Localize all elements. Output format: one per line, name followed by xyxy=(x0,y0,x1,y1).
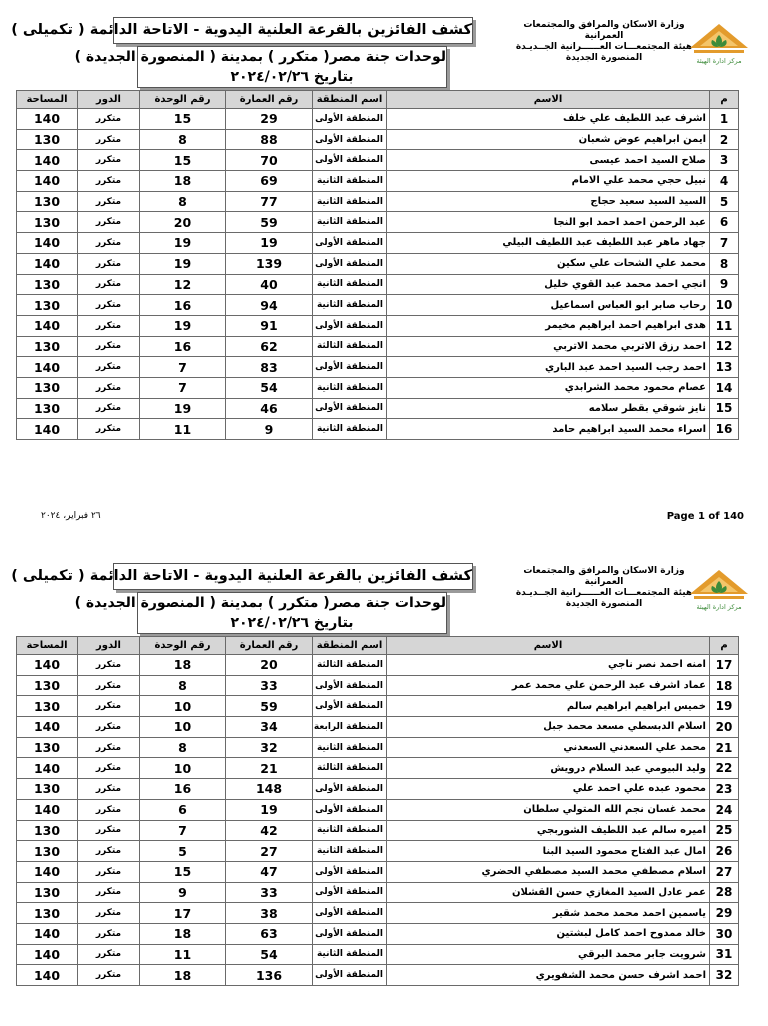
cell-zone: المنطقة الأولى xyxy=(313,923,387,944)
cell-unit: 8 xyxy=(140,191,226,212)
winners-table-page-1 xyxy=(16,90,739,440)
ministry-line-1: وزارة الاسكان والمرافق والمجتمعات العمرانية xyxy=(523,20,685,41)
cell-zone: المنطقة الرابعة xyxy=(313,717,387,738)
cell-unit: 19 xyxy=(140,315,226,336)
cell-zone: المنطقة الثانية xyxy=(313,377,387,398)
cell-floor: متكرر xyxy=(78,820,140,841)
cell-building: 70 xyxy=(226,150,313,171)
cell-area: 130 xyxy=(17,377,78,398)
cell-building: 33 xyxy=(226,675,313,696)
cell-zone: المنطقة الأولى xyxy=(313,696,387,717)
cell-name: ايمن ابراهيم عوض شعبان xyxy=(387,129,710,150)
cell-name: هدى ابراهيم احمد ابراهيم مخيمر xyxy=(387,315,710,336)
report-subtitle xyxy=(74,46,447,88)
cell-floor: متكرر xyxy=(78,150,140,171)
col-header-num: م xyxy=(710,91,739,109)
cell-name: وليد البيومي عبد السلام درويش xyxy=(387,758,710,779)
cell-unit: 16 xyxy=(140,336,226,357)
cell-floor: متكرر xyxy=(78,357,140,378)
col-header-zone: اسم المنطقة xyxy=(313,91,387,109)
cell-area: 140 xyxy=(17,923,78,944)
cell-zone: المنطقة الأولى xyxy=(313,861,387,882)
cell-floor: متكرر xyxy=(78,717,140,738)
cell-floor: متكرر xyxy=(78,191,140,212)
cell-area: 140 xyxy=(17,357,78,378)
cell-area: 130 xyxy=(17,212,78,233)
col-header-name: الاسم xyxy=(387,91,710,109)
ministry-line-1: وزارة الاسكان والمرافق والمجتمعات العمرانية xyxy=(523,566,685,587)
cell-zone: المنطقة الأولى xyxy=(313,903,387,924)
table-row xyxy=(17,923,739,944)
cell-floor: متكرر xyxy=(78,655,140,676)
cell-num: 12 xyxy=(710,336,739,357)
table-row xyxy=(17,295,739,316)
cell-zone: المنطقة الثانية xyxy=(313,274,387,295)
table-row xyxy=(17,965,739,986)
cell-num: 23 xyxy=(710,779,739,800)
cell-num: 17 xyxy=(710,655,739,676)
cell-unit: 15 xyxy=(140,109,226,130)
cell-unit: 16 xyxy=(140,779,226,800)
cell-zone: المنطقة الثانية xyxy=(313,191,387,212)
cell-unit: 11 xyxy=(140,944,226,965)
cell-num: 19 xyxy=(710,696,739,717)
report-subtitle xyxy=(74,592,447,634)
ministry-line-3: المنصورة الجديدة xyxy=(565,599,643,609)
cell-num: 1 xyxy=(710,109,739,130)
cell-area: 130 xyxy=(17,129,78,150)
cell-num: 27 xyxy=(710,861,739,882)
cell-building: 47 xyxy=(226,861,313,882)
cell-area: 140 xyxy=(17,233,78,254)
cell-name: اسراء محمد السيد ابراهيم حامد xyxy=(387,419,710,440)
cell-name: اشرف عبد اللطيف علي خلف xyxy=(387,109,710,130)
col-header-floor: الدور xyxy=(78,637,140,655)
cell-unit: 5 xyxy=(140,841,226,862)
table-row xyxy=(17,150,739,171)
cell-zone: المنطقة الثانية xyxy=(313,419,387,440)
cell-num: 14 xyxy=(710,377,739,398)
cell-area: 140 xyxy=(17,419,78,440)
cell-num: 21 xyxy=(710,737,739,758)
cell-building: 21 xyxy=(226,758,313,779)
cell-zone: المنطقة الثالثة xyxy=(313,758,387,779)
table-row xyxy=(17,799,739,820)
document-page-1 xyxy=(0,0,768,480)
cell-building: 34 xyxy=(226,717,313,738)
cell-building: 94 xyxy=(226,295,313,316)
cell-area: 140 xyxy=(17,315,78,336)
cell-num: 10 xyxy=(710,295,739,316)
cell-building: 32 xyxy=(226,737,313,758)
cell-name: عصام محمود محمد الشرابدي xyxy=(387,377,710,398)
cell-area: 130 xyxy=(17,882,78,903)
col-header-building: رقم العمارة xyxy=(226,91,313,109)
cell-name: شرويت جابر محمد البرقي xyxy=(387,944,710,965)
cell-floor: متكرر xyxy=(78,398,140,419)
cell-num: 8 xyxy=(710,253,739,274)
cell-name: جهاد ماهر عبد اللطيف عبد اللطيف البيلي xyxy=(387,233,710,254)
cell-num: 31 xyxy=(710,944,739,965)
cell-num: 4 xyxy=(710,171,739,192)
cell-name: السيد السيد سعيد حجاج xyxy=(387,191,710,212)
table-row xyxy=(17,944,739,965)
cell-building: 63 xyxy=(226,923,313,944)
cell-zone: المنطقة الثانية xyxy=(313,820,387,841)
cell-building: 19 xyxy=(226,799,313,820)
cell-zone: المنطقة الثانية xyxy=(313,944,387,965)
cell-building: 59 xyxy=(226,696,313,717)
cell-num: 11 xyxy=(710,315,739,336)
cell-floor: متكرر xyxy=(78,841,140,862)
cell-building: 29 xyxy=(226,109,313,130)
cell-name: خميس ابراهيم ابراهيم سالم xyxy=(387,696,710,717)
cell-building: 42 xyxy=(226,820,313,841)
cell-area: 130 xyxy=(17,696,78,717)
cell-floor: متكرر xyxy=(78,109,140,130)
cell-zone: المنطقة الأولى xyxy=(313,129,387,150)
col-header-name: الاسم xyxy=(387,637,710,655)
table-row xyxy=(17,336,739,357)
cell-unit: 12 xyxy=(140,274,226,295)
cell-name: محمد علي السعدني السعدني xyxy=(387,737,710,758)
cell-area: 140 xyxy=(17,861,78,882)
ministry-line-2: هيئة المجتمعـــات العــــــرانية الجــديـدة xyxy=(515,42,693,52)
table-row xyxy=(17,903,739,924)
cell-name: احمد رجب السيد احمد عبد الباري xyxy=(387,357,710,378)
cell-building: 136 xyxy=(226,965,313,986)
cell-building: 33 xyxy=(226,882,313,903)
logo-caption: مركز ادارة الهيئة xyxy=(696,57,742,65)
cell-zone: المنطقة الثانية xyxy=(313,295,387,316)
cell-name: عبد الرحمن احمد احمد ابو النجا xyxy=(387,212,710,233)
print-date: ٢٦ فبراير، ٢٠٢٤ xyxy=(41,511,101,521)
cell-building: 9 xyxy=(226,419,313,440)
cell-floor: متكرر xyxy=(78,923,140,944)
cell-zone: المنطقة الأولى xyxy=(313,109,387,130)
col-header-floor: الدور xyxy=(78,91,140,109)
cell-num: 5 xyxy=(710,191,739,212)
cell-area: 140 xyxy=(17,171,78,192)
cell-zone: المنطقة الأولى xyxy=(313,357,387,378)
cell-building: 148 xyxy=(226,779,313,800)
cell-name: محمد علي الشحات علي سكين xyxy=(387,253,710,274)
cell-num: 20 xyxy=(710,717,739,738)
table-row xyxy=(17,861,739,882)
cell-area: 140 xyxy=(17,799,78,820)
cell-num: 26 xyxy=(710,841,739,862)
cell-zone: المنطقة الأولى xyxy=(313,779,387,800)
cell-area: 140 xyxy=(17,253,78,274)
cell-zone: المنطقة الثانية xyxy=(313,212,387,233)
cell-area: 130 xyxy=(17,903,78,924)
cell-area: 130 xyxy=(17,675,78,696)
col-header-unit: رقم الوحدة xyxy=(140,91,226,109)
col-header-zone: اسم المنطقة xyxy=(313,637,387,655)
cell-unit: 18 xyxy=(140,965,226,986)
table-row xyxy=(17,779,739,800)
cell-unit: 10 xyxy=(140,758,226,779)
cell-floor: متكرر xyxy=(78,377,140,398)
cell-floor: متكرر xyxy=(78,419,140,440)
table-row xyxy=(17,675,739,696)
cell-building: 19 xyxy=(226,233,313,254)
cell-unit: 7 xyxy=(140,357,226,378)
cell-zone: المنطقة الثانية xyxy=(313,171,387,192)
cell-num: 18 xyxy=(710,675,739,696)
cell-floor: متكرر xyxy=(78,861,140,882)
cell-floor: متكرر xyxy=(78,737,140,758)
cell-unit: 19 xyxy=(140,253,226,274)
cell-area: 130 xyxy=(17,274,78,295)
col-header-num: م xyxy=(710,637,739,655)
cell-num: 15 xyxy=(710,398,739,419)
cell-building: 83 xyxy=(226,357,313,378)
cell-unit: 20 xyxy=(140,212,226,233)
cell-floor: متكرر xyxy=(78,779,140,800)
cell-name: امال عبد الفتاح محمود السيد البنا xyxy=(387,841,710,862)
cell-zone: المنطقة الأولى xyxy=(313,233,387,254)
page-number: Page 1 of 140 xyxy=(666,511,744,522)
cell-zone: المنطقة الأولى xyxy=(313,965,387,986)
cell-unit: 8 xyxy=(140,129,226,150)
col-header-unit: رقم الوحدة xyxy=(140,637,226,655)
authority-logo-icon xyxy=(688,568,750,616)
cell-unit: 6 xyxy=(140,799,226,820)
cell-building: 77 xyxy=(226,191,313,212)
authority-logo-icon xyxy=(688,22,750,70)
cell-name: نايز شوقي بقطر سلامه xyxy=(387,398,710,419)
cell-name: خالد ممدوح احمد كامل لبشتين xyxy=(387,923,710,944)
ministry-block xyxy=(512,566,696,610)
table-row xyxy=(17,717,739,738)
cell-num: 6 xyxy=(710,212,739,233)
cell-floor: متكرر xyxy=(78,336,140,357)
cell-unit: 8 xyxy=(140,737,226,758)
cell-floor: متكرر xyxy=(78,253,140,274)
ministry-line-3: المنصورة الجديدة xyxy=(565,53,643,63)
cell-num: 25 xyxy=(710,820,739,841)
cell-num: 9 xyxy=(710,274,739,295)
cell-building: 59 xyxy=(226,212,313,233)
cell-building: 62 xyxy=(226,336,313,357)
cell-zone: المنطقة الأولى xyxy=(313,398,387,419)
cell-num: 16 xyxy=(710,419,739,440)
cell-building: 54 xyxy=(226,377,313,398)
table-row xyxy=(17,377,739,398)
col-header-building: رقم العمارة xyxy=(226,637,313,655)
report-title: كشف الفائزين بالقرعة العلنية اليدوية - الاتاحة الدائمة ( تكميلى ) xyxy=(113,17,473,44)
cell-num: 7 xyxy=(710,233,739,254)
cell-unit: 10 xyxy=(140,717,226,738)
cell-name: اميره سالم عبد اللطيف الشوربجي xyxy=(387,820,710,841)
cell-building: 139 xyxy=(226,253,313,274)
cell-name: احمد اشرف حسن محمد الشفويري xyxy=(387,965,710,986)
cell-name: اسلام مصطفي محمد السيد مصطفي الحضري xyxy=(387,861,710,882)
cell-zone: المنطقة الأولى xyxy=(313,882,387,903)
table-row xyxy=(17,129,739,150)
cell-name: اسلام الدبسطي مسعد محمد جبل xyxy=(387,717,710,738)
cell-name: انجي احمد محمد عبد القوي خليل xyxy=(387,274,710,295)
cell-zone: المنطقة الأولى xyxy=(313,253,387,274)
table-row xyxy=(17,357,739,378)
cell-unit: 18 xyxy=(140,655,226,676)
cell-floor: متكرر xyxy=(78,274,140,295)
cell-num: 3 xyxy=(710,150,739,171)
cell-area: 130 xyxy=(17,737,78,758)
cell-floor: متكرر xyxy=(78,233,140,254)
cell-floor: متكرر xyxy=(78,799,140,820)
cell-unit: 8 xyxy=(140,675,226,696)
cell-floor: متكرر xyxy=(78,295,140,316)
cell-unit: 10 xyxy=(140,696,226,717)
cell-floor: متكرر xyxy=(78,965,140,986)
cell-unit: 7 xyxy=(140,820,226,841)
table-row xyxy=(17,398,739,419)
table-row xyxy=(17,737,739,758)
cell-unit: 15 xyxy=(140,150,226,171)
table-row xyxy=(17,233,739,254)
cell-unit: 18 xyxy=(140,923,226,944)
logo-caption: مركز ادارة الهيئة xyxy=(696,603,742,611)
cell-name: صلاح السيد احمد عيسى xyxy=(387,150,710,171)
col-header-area: المساحة xyxy=(17,91,78,109)
cell-unit: 19 xyxy=(140,398,226,419)
cell-unit: 16 xyxy=(140,295,226,316)
cell-floor: متكرر xyxy=(78,696,140,717)
cell-building: 40 xyxy=(226,274,313,295)
cell-num: 29 xyxy=(710,903,739,924)
cell-area: 140 xyxy=(17,109,78,130)
cell-unit: 7 xyxy=(140,377,226,398)
cell-zone: المنطقة الأولى xyxy=(313,150,387,171)
cell-name: محمود عبده علي احمد علي xyxy=(387,779,710,800)
ministry-block xyxy=(512,20,696,64)
cell-building: 91 xyxy=(226,315,313,336)
cell-zone: المنطقة الثالثة xyxy=(313,655,387,676)
cell-name: عمر عادل السيد المغازي حسن القشلان xyxy=(387,882,710,903)
table-header-row xyxy=(17,637,739,655)
table-row xyxy=(17,315,739,336)
cell-area: 140 xyxy=(17,655,78,676)
cell-unit: 17 xyxy=(140,903,226,924)
cell-name: محمد غسان نجم الله المتولي سلطان xyxy=(387,799,710,820)
cell-area: 130 xyxy=(17,779,78,800)
cell-building: 27 xyxy=(226,841,313,862)
cell-floor: متكرر xyxy=(78,882,140,903)
cell-num: 13 xyxy=(710,357,739,378)
cell-zone: المنطقة الأولى xyxy=(313,799,387,820)
table-row xyxy=(17,758,739,779)
cell-area: 140 xyxy=(17,965,78,986)
cell-num: 22 xyxy=(710,758,739,779)
cell-zone: المنطقة الأولى xyxy=(313,315,387,336)
ministry-line-2: هيئة المجتمعـــات العــــــرانية الجــديـدة xyxy=(515,588,693,598)
table-row xyxy=(17,655,739,676)
cell-floor: متكرر xyxy=(78,944,140,965)
table-row xyxy=(17,419,739,440)
cell-area: 130 xyxy=(17,820,78,841)
table-row xyxy=(17,212,739,233)
cell-floor: متكرر xyxy=(78,315,140,336)
cell-zone: المنطقة الثانية xyxy=(313,737,387,758)
cell-num: 2 xyxy=(710,129,739,150)
report-title: كشف الفائزين بالقرعة العلنية اليدوية - الاتاحة الدائمة ( تكميلى ) xyxy=(113,563,473,590)
cell-zone: المنطقة الأولى xyxy=(313,675,387,696)
winners-table-page-2 xyxy=(16,636,739,986)
cell-area: 130 xyxy=(17,841,78,862)
cell-unit: 19 xyxy=(140,233,226,254)
table-row xyxy=(17,171,739,192)
cell-floor: متكرر xyxy=(78,758,140,779)
table-header-row xyxy=(17,91,739,109)
cell-area: 140 xyxy=(17,758,78,779)
table-row xyxy=(17,109,739,130)
cell-num: 32 xyxy=(710,965,739,986)
table-row xyxy=(17,841,739,862)
subtitle-line-2: بتاريخ ٢٠٢٤/٠٢/٢٦ xyxy=(230,615,354,631)
cell-area: 130 xyxy=(17,336,78,357)
cell-name: رحاب صابر ابو العباس اسماعيل xyxy=(387,295,710,316)
cell-name: احمد رزق الاتربي محمد الاتربي xyxy=(387,336,710,357)
subtitle-line-1: لوحدات جنة مصر( متكرر ) بمدينة ( المنصورة الجديدة ) xyxy=(74,49,446,65)
subtitle-line-1: لوحدات جنة مصر( متكرر ) بمدينة ( المنصورة الجديدة ) xyxy=(74,595,446,611)
cell-name: امنه احمد نصر ناجي xyxy=(387,655,710,676)
document-page-2 xyxy=(0,546,768,1026)
cell-unit: 11 xyxy=(140,419,226,440)
cell-building: 54 xyxy=(226,944,313,965)
cell-area: 130 xyxy=(17,398,78,419)
table-row xyxy=(17,696,739,717)
cell-floor: متكرر xyxy=(78,212,140,233)
cell-unit: 15 xyxy=(140,861,226,882)
cell-floor: متكرر xyxy=(78,129,140,150)
col-header-area: المساحة xyxy=(17,637,78,655)
cell-unit: 18 xyxy=(140,171,226,192)
cell-zone: المنطقة الثالثة xyxy=(313,336,387,357)
cell-name: عماد اشرف عبد الرحمن علي محمد عمر xyxy=(387,675,710,696)
cell-area: 130 xyxy=(17,295,78,316)
cell-building: 46 xyxy=(226,398,313,419)
cell-building: 88 xyxy=(226,129,313,150)
cell-building: 20 xyxy=(226,655,313,676)
table-row xyxy=(17,882,739,903)
subtitle-line-2: بتاريخ ٢٠٢٤/٠٢/٢٦ xyxy=(230,69,354,85)
cell-name: نبيل حجي محمد علي الامام xyxy=(387,171,710,192)
cell-zone: المنطقة الثانية xyxy=(313,841,387,862)
table-row xyxy=(17,274,739,295)
cell-area: 140 xyxy=(17,944,78,965)
cell-area: 140 xyxy=(17,717,78,738)
cell-floor: متكرر xyxy=(78,171,140,192)
cell-num: 28 xyxy=(710,882,739,903)
cell-building: 69 xyxy=(226,171,313,192)
cell-floor: متكرر xyxy=(78,675,140,696)
cell-name: ياسمين احمد محمد محمد شقير xyxy=(387,903,710,924)
cell-unit: 9 xyxy=(140,882,226,903)
cell-building: 38 xyxy=(226,903,313,924)
cell-num: 30 xyxy=(710,923,739,944)
table-row xyxy=(17,191,739,212)
cell-num: 24 xyxy=(710,799,739,820)
cell-floor: متكرر xyxy=(78,903,140,924)
table-row xyxy=(17,820,739,841)
cell-area: 130 xyxy=(17,191,78,212)
table-row xyxy=(17,253,739,274)
cell-area: 140 xyxy=(17,150,78,171)
